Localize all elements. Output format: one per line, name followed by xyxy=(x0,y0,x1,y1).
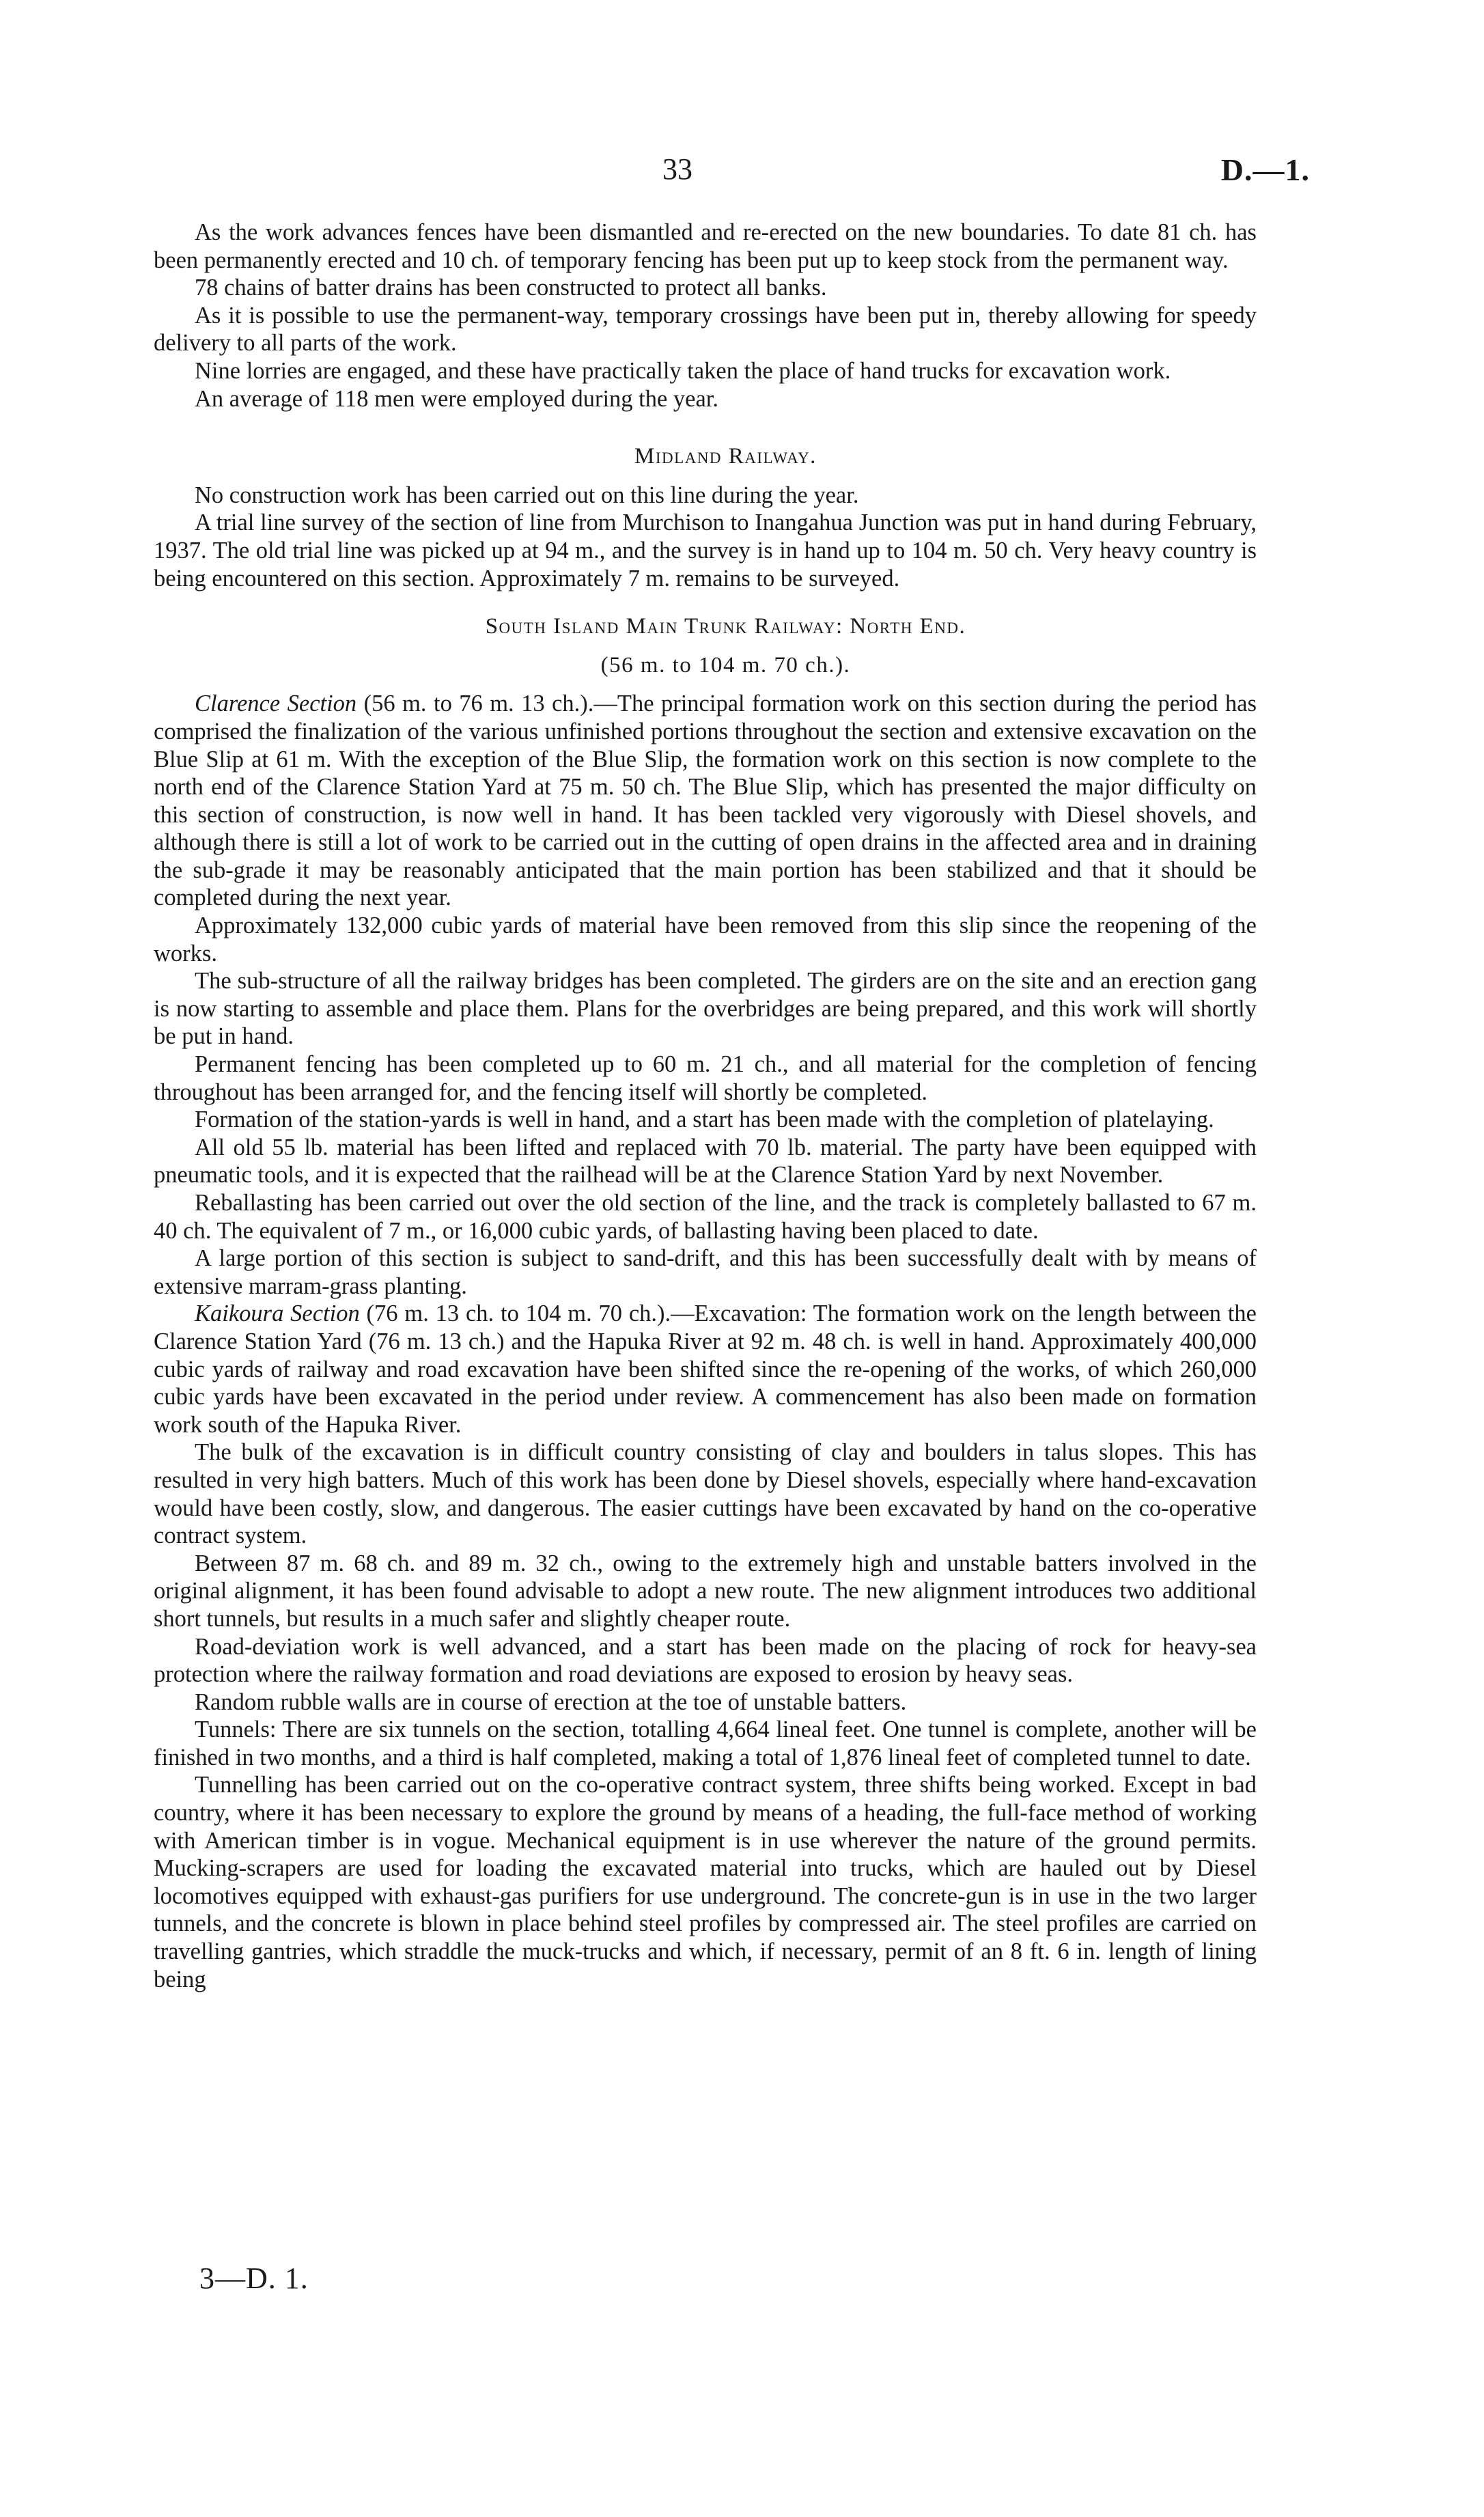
paragraph: Tunnelling has been carried out on the co-operative contract system, three shifts being worked. Except in bad country, where it has been necessary to explore the ground by means of a heading, the full-face method of working with American timber is in vogue. Mechanical equipment is in use wherever the nature of the ground permits. Mucking-scrapers are used for loading the excavated material into trucks, which are hauled out by Diesel locomotives equipped with exhaust-gas purifiers for use underground. The concrete-gun is in use in the two larger tunnels, and the concrete is blown in place behind steel profiles by compressed air. The steel profiles are carried on travelling gantries, which straddle the muck-trucks and which, if necessary, permit of an 8 ft. 6 in. length of lining being xyxy=(154,1772,1257,1992)
clarence-section-text: (56 m. to 76 m. 13 ch.).—The principal formation work on this section during the period has comprised the finalization of the various unfinished portions throughout the section and extensive excavation on the Blue Slip at 61 m. With the exception of the Blue Slip, the formation work on this section is now complete to the north end of the Clarence Station Yard at 75 m. 50 ch. The Blue Slip, which has presented the major difficulty on this section of construction, is now well in hand. It has been tackled very vigorously with Diesel shovels, and although there is still a lot of work to be carried out in the cutting of open drains in the affected area and in draining the sub-grade it may be reasonably anticipated that the main portion has been stabilized and that it should be completed during the next year. xyxy=(154,691,1257,911)
paragraph: An average of 118 men were employed during the year. xyxy=(195,385,719,412)
page-number: 33 xyxy=(662,152,692,186)
kaikoura-section-label: Kaikoura Section xyxy=(195,1301,360,1327)
paragraph: A large portion of this section is subject to sand-drift, and this has been successfully dealt with by means of extensive marram-grass planting. xyxy=(154,1245,1257,1299)
section-heading-south-island: South Island Main Trunk Railway: North End. xyxy=(485,614,966,639)
page-footer-signature: 3—D. 1. xyxy=(199,2262,309,2295)
paragraph: Reballasting has been carried out over the old section of the line, and the track is completely ballasted to 67 m. 40 ch. The equivalent of 7 m., or 16,000 cubic yards, of ballasting having been placed to date. xyxy=(154,1190,1257,1244)
paragraph: The sub-structure of all the railway bridges has been completed. The girders are on the site and an erection gang is now starting to assemble and place them. Plans for the overbridges are being prepared, and this work will shortly be put in hand. xyxy=(154,968,1257,1050)
page-body xyxy=(154,219,1257,1993)
paragraph: Between 87 m. 68 ch. and 89 m. 32 ch., owing to the extremely high and unstable batters involved in the original alignment, it has been found advisable to adopt a new route. The new alignment introduces two additional short tunnels, but results in a much safer and slightly cheaper route. xyxy=(154,1550,1257,1632)
section-heading-midland: Midland Railway. xyxy=(634,444,817,469)
paragraph: 78 chains of batter drains has been constructed to protect all banks. xyxy=(195,275,827,301)
document-reference: D.—1. xyxy=(1220,152,1310,187)
paragraph: A trial line survey of the section of line from Murchison to Inangahua Junction was put in hand during February, 1937. The old trial line was picked up at 94 m., and the survey is in hand up to 104 m. 50 ch. Very heavy country is being encountered on this section. Approximately 7 m. remains to be surveyed. xyxy=(154,510,1257,592)
section-subheading: (56 m. to 104 m. 70 ch.). xyxy=(600,652,851,678)
paragraph: As the work advances fences have been dismantled and re-erected on the new boundaries. To date 81 ch. has been permanently erected and 10 ch. of temporary fencing has been put up to keep stock from the permanent way. xyxy=(154,219,1257,273)
paragraph: Permanent fencing has been completed up to 60 m. 21 ch., and all material for the completion of fencing throughout has been arranged for, and the fencing itself will shortly be completed. xyxy=(154,1051,1257,1105)
paragraph: The bulk of the excavation is in difficult country consisting of clay and boulders in talus slopes. This has resulted in very high batters. Much of this work has been done by Diesel shovels, especially where hand-excavation would have been costly, slow, and dangerous. The easier cuttings have been excavated by hand on the co-operative contract system. xyxy=(154,1439,1257,1549)
kaikoura-section-text: (76 m. 13 ch. to 104 m. 70 ch.).—Excavation: The formation work on the length between the Clarence Station Yard (76 m. 13 ch.) and the Hapuka River at 92 m. 48 ch. is well in hand. Approximately 400,000 cubic yards of railway and road excavation have been shifted since the re-opening of the works, of which 260,000 cubic yards have been excavated in the period under review. A commencement has also been made on formation work south of the Hapuka River. xyxy=(154,1301,1257,1438)
paragraph: Approximately 132,000 cubic yards of material have been removed from this slip since the reopening of the works. xyxy=(154,913,1257,967)
paragraph: All old 55 lb. material has been lifted and replaced with 70 lb. material. The party have been equipped with pneumatic tools, and it is expected that the railhead will be at the Clarence Station Yard by next November. xyxy=(154,1134,1257,1188)
paragraph: No construction work has been carried out on this line during the year. xyxy=(195,482,859,508)
paragraph: As it is possible to use the permanent-way, temporary crossings have been put in, thereby allowing for speedy delivery to all parts of the work. xyxy=(154,302,1257,357)
paragraph: Road-deviation work is well advanced, and a start has been made on the placing of rock for heavy-sea protection where the railway formation and road deviations are exposed to erosion by heavy seas. xyxy=(154,1633,1257,1688)
paragraph: Tunnels: There are six tunnels on the section, totalling 4,664 lineal feet. One tunnel is complete, another will be finished in two months, and a third is half completed, making a total of 1,876 lineal feet of completed tunnel to date. xyxy=(154,1716,1257,1770)
clarence-section-label: Clarence Section xyxy=(195,691,357,717)
paragraph-clarence xyxy=(154,690,1257,912)
paragraph: Random rubble walls are in course of erection at the toe of unstable batters. xyxy=(195,1688,907,1715)
page-header xyxy=(0,152,1484,193)
paragraph: Nine lorries are engaged, and these have practically taken the place of hand trucks for excavation work. xyxy=(195,357,1171,384)
paragraph-kaikoura xyxy=(154,1300,1257,1438)
paragraph: Formation of the station-yards is well in hand, and a start has been made with the completion of platelaying. xyxy=(195,1107,1214,1133)
